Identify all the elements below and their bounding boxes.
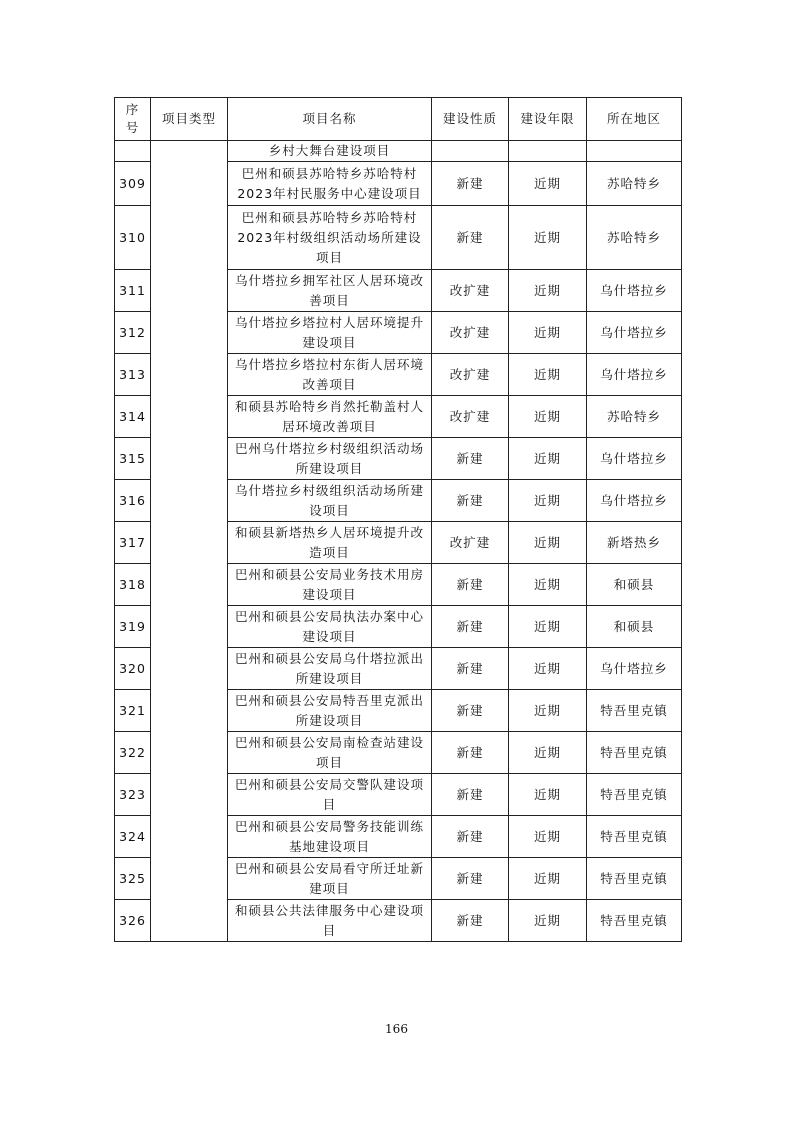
cell-period: 近期 bbox=[509, 270, 587, 312]
cell-location: 特吾里克镇 bbox=[587, 900, 682, 942]
header-type: 项目类型 bbox=[151, 98, 228, 141]
cell-seq: 325 bbox=[115, 858, 151, 900]
cell-period: 近期 bbox=[509, 480, 587, 522]
cell-nature: 改扩建 bbox=[432, 270, 509, 312]
cell-name: 巴州和硕县公安局交警队建设项目 bbox=[228, 774, 432, 816]
cell-type-merged bbox=[151, 141, 228, 942]
table-header-row bbox=[115, 98, 682, 141]
cell-seq: 324 bbox=[115, 816, 151, 858]
cell-seq: 319 bbox=[115, 606, 151, 648]
cell-seq: 314 bbox=[115, 396, 151, 438]
cell-period: 近期 bbox=[509, 732, 587, 774]
cell-location: 苏哈特乡 bbox=[587, 206, 682, 270]
cell-seq: 312 bbox=[115, 312, 151, 354]
cell-name: 巴州和硕县公安局看守所迁址新建项目 bbox=[228, 858, 432, 900]
cell-location: 乌什塔拉乡 bbox=[587, 648, 682, 690]
cell-seq: 317 bbox=[115, 522, 151, 564]
cell-nature: 新建 bbox=[432, 858, 509, 900]
cell-location: 特吾里克镇 bbox=[587, 732, 682, 774]
cell-name: 巴州和硕县公安局特吾里克派出所建设项目 bbox=[228, 690, 432, 732]
cell-seq: 310 bbox=[115, 206, 151, 270]
cell-period: 近期 bbox=[509, 816, 587, 858]
cell-location: 特吾里克镇 bbox=[587, 816, 682, 858]
cell-nature: 新建 bbox=[432, 774, 509, 816]
cell-seq: 311 bbox=[115, 270, 151, 312]
cell-seq: 321 bbox=[115, 690, 151, 732]
cell-name: 乌什塔拉乡塔拉村人居环境提升建设项目 bbox=[228, 312, 432, 354]
cell-seq: 318 bbox=[115, 564, 151, 606]
cell-nature: 新建 bbox=[432, 900, 509, 942]
cell-nature: 新建 bbox=[432, 480, 509, 522]
cell-nature: 改扩建 bbox=[432, 396, 509, 438]
cell-location: 苏哈特乡 bbox=[587, 396, 682, 438]
cell-seq bbox=[115, 141, 151, 162]
cell-seq: 315 bbox=[115, 438, 151, 480]
header-period: 建设年限 bbox=[509, 98, 587, 141]
header-location: 所在地区 bbox=[587, 98, 682, 141]
header-name: 项目名称 bbox=[228, 98, 432, 141]
cell-location: 乌什塔拉乡 bbox=[587, 312, 682, 354]
cell-period: 近期 bbox=[509, 648, 587, 690]
cell-period: 近期 bbox=[509, 690, 587, 732]
cell-location: 和硕县 bbox=[587, 564, 682, 606]
cell-location: 特吾里克镇 bbox=[587, 858, 682, 900]
table-row-continued bbox=[115, 141, 682, 162]
cell-name: 巴州和硕县公安局执法办案中心建设项目 bbox=[228, 606, 432, 648]
cell-nature: 改扩建 bbox=[432, 312, 509, 354]
cell-nature: 新建 bbox=[432, 564, 509, 606]
cell-name: 乌什塔拉乡塔拉村东街人居环境改善项目 bbox=[228, 354, 432, 396]
cell-name: 巴州和硕县公安局南检查站建设项目 bbox=[228, 732, 432, 774]
cell-seq: 320 bbox=[115, 648, 151, 690]
header-nature: 建设性质 bbox=[432, 98, 509, 141]
cell-period: 近期 bbox=[509, 396, 587, 438]
cell-seq: 309 bbox=[115, 162, 151, 206]
cell-period: 近期 bbox=[509, 312, 587, 354]
cell-name: 巴州和硕县苏哈特乡苏哈特村2023年村民服务中心建设项目 bbox=[228, 162, 432, 206]
cell-location: 乌什塔拉乡 bbox=[587, 270, 682, 312]
cell-nature: 新建 bbox=[432, 732, 509, 774]
cell-location: 乌什塔拉乡 bbox=[587, 438, 682, 480]
cell-name: 巴州和硕县苏哈特乡苏哈特村2023年村级组织活动场所建设项目 bbox=[228, 206, 432, 270]
cell-name: 和硕县新塔热乡人居环境提升改造项目 bbox=[228, 522, 432, 564]
cell-location: 新塔热乡 bbox=[587, 522, 682, 564]
cell-name: 巴州乌什塔拉乡村级组织活动场所建设项目 bbox=[228, 438, 432, 480]
cell-location bbox=[587, 141, 682, 162]
cell-name: 和硕县公共法律服务中心建设项目 bbox=[228, 900, 432, 942]
cell-location: 特吾里克镇 bbox=[587, 690, 682, 732]
cell-period: 近期 bbox=[509, 438, 587, 480]
cell-name: 巴州和硕县公安局业务技术用房建设项目 bbox=[228, 564, 432, 606]
cell-name: 巴州和硕县公安局警务技能训练基地建设项目 bbox=[228, 816, 432, 858]
cell-nature: 新建 bbox=[432, 438, 509, 480]
cell-seq: 326 bbox=[115, 900, 151, 942]
cell-name: 乌什塔拉乡拥军社区人居环境改善项目 bbox=[228, 270, 432, 312]
cell-name: 乡村大舞台建设项目 bbox=[228, 141, 432, 162]
cell-location: 特吾里克镇 bbox=[587, 774, 682, 816]
cell-name: 巴州和硕县公安局乌什塔拉派出所建设项目 bbox=[228, 648, 432, 690]
cell-period: 近期 bbox=[509, 900, 587, 942]
header-seq: 序 号 bbox=[115, 98, 151, 141]
cell-seq: 322 bbox=[115, 732, 151, 774]
cell-nature: 新建 bbox=[432, 606, 509, 648]
cell-name: 乌什塔拉乡村级组织活动场所建设项目 bbox=[228, 480, 432, 522]
cell-nature bbox=[432, 141, 509, 162]
cell-period: 近期 bbox=[509, 522, 587, 564]
cell-period: 近期 bbox=[509, 564, 587, 606]
cell-nature: 改扩建 bbox=[432, 522, 509, 564]
cell-nature: 新建 bbox=[432, 162, 509, 206]
page-number: 166 bbox=[385, 1022, 408, 1036]
cell-location: 和硕县 bbox=[587, 606, 682, 648]
cell-period bbox=[509, 141, 587, 162]
cell-location: 乌什塔拉乡 bbox=[587, 480, 682, 522]
cell-name: 和硕县苏哈特乡肖然托勒盖村人居环境改善项目 bbox=[228, 396, 432, 438]
cell-seq: 316 bbox=[115, 480, 151, 522]
cell-period: 近期 bbox=[509, 162, 587, 206]
cell-location: 乌什塔拉乡 bbox=[587, 354, 682, 396]
cell-nature: 新建 bbox=[432, 206, 509, 270]
cell-location: 苏哈特乡 bbox=[587, 162, 682, 206]
cell-period: 近期 bbox=[509, 606, 587, 648]
cell-period: 近期 bbox=[509, 354, 587, 396]
project-table bbox=[114, 97, 682, 942]
cell-nature: 改扩建 bbox=[432, 354, 509, 396]
cell-nature: 新建 bbox=[432, 690, 509, 732]
cell-nature: 新建 bbox=[432, 648, 509, 690]
cell-seq: 323 bbox=[115, 774, 151, 816]
cell-period: 近期 bbox=[509, 206, 587, 270]
cell-period: 近期 bbox=[509, 858, 587, 900]
cell-seq: 313 bbox=[115, 354, 151, 396]
cell-nature: 新建 bbox=[432, 816, 509, 858]
cell-period: 近期 bbox=[509, 774, 587, 816]
